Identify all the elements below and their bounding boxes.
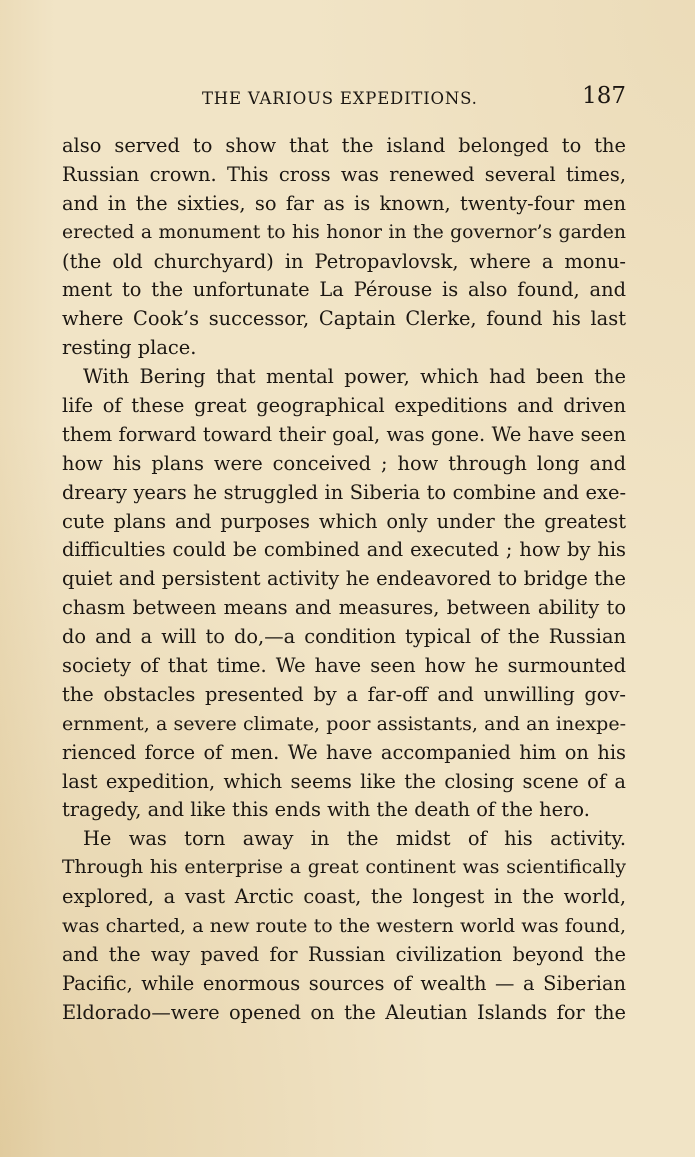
text-line: life of these great geographical expeditions and driven [62,394,626,418]
text-line: and the way paved for Russian civilization beyond the [62,942,626,966]
text-line: how his plans were conceived ; how through long and [62,451,626,475]
text-line: do and a will to do,—a condition typical of the Russian [62,625,626,649]
running-header [62,83,626,113]
text-line: resting place. [62,336,197,360]
text-line: dreary years he struggled in Siberia to combine and exe- [62,480,626,504]
text-line: society of that time. We have seen how he surmounted [62,654,626,678]
text-line: them forward toward their goal, was gone. We have seen [62,422,626,446]
text-line: erected a monument to his honor in the governor’s garden [62,221,626,243]
text-line: was charted, a new route to the western world was found, [62,915,626,938]
text-line: rienced force of men. We have accompanied him on his [62,740,626,764]
text-line: ernment, a severe climate, poor assistants, and an inexpe- [62,712,626,735]
text-line: tragedy, and like this ends with the death of the hero. [62,798,590,822]
text-line: the obstacles presented by a far-off and unwilling gov- [62,682,626,706]
text-line: ment to the unfortunate La Pérouse is also found, and [62,278,626,302]
text-line: difficulties could be combined and executed ; how by his [62,538,626,562]
paragraph-start-line: With Bering that mental power, which had been the [83,365,626,389]
page-number: 187 [582,83,626,109]
running-title: THE VARIOUS EXPEDITIONS. [202,89,478,108]
text-line: where Cook’s successor, Captain Clerke, found his last [62,307,626,331]
paragraph-start-line: He was torn away in the midst of his activity. [83,827,626,851]
text-line: Pacific, while enormous sources of wealth — a Siberian [62,971,626,995]
text-line: (the old churchyard) in Petropavlovsk, where a monu- [62,249,626,273]
text-line: also served to show that the island belonged to the [62,134,626,157]
text-line: Eldorado—were opened on the Aleutian Islands for the [62,1000,626,1024]
text-line: Russian crown. This cross was renewed several times, [62,162,626,186]
text-line: quiet and persistent activity he endeavored to bridge the [62,567,626,591]
text-line: chasm between means and measures, between ability to [62,596,626,620]
text-line: cute plans and purposes which only under the greatest [62,509,626,533]
text-line: and in the sixties, so far as is known, twenty-four men [62,191,626,215]
text-line: explored, a vast Arctic coast, the longest in the world, [62,885,626,909]
text-line: Through his enterprise a great continent was scientifically [62,857,626,879]
body-text [62,132,626,1028]
text-line: last expedition, which seems like the closing scene of a [62,769,626,793]
